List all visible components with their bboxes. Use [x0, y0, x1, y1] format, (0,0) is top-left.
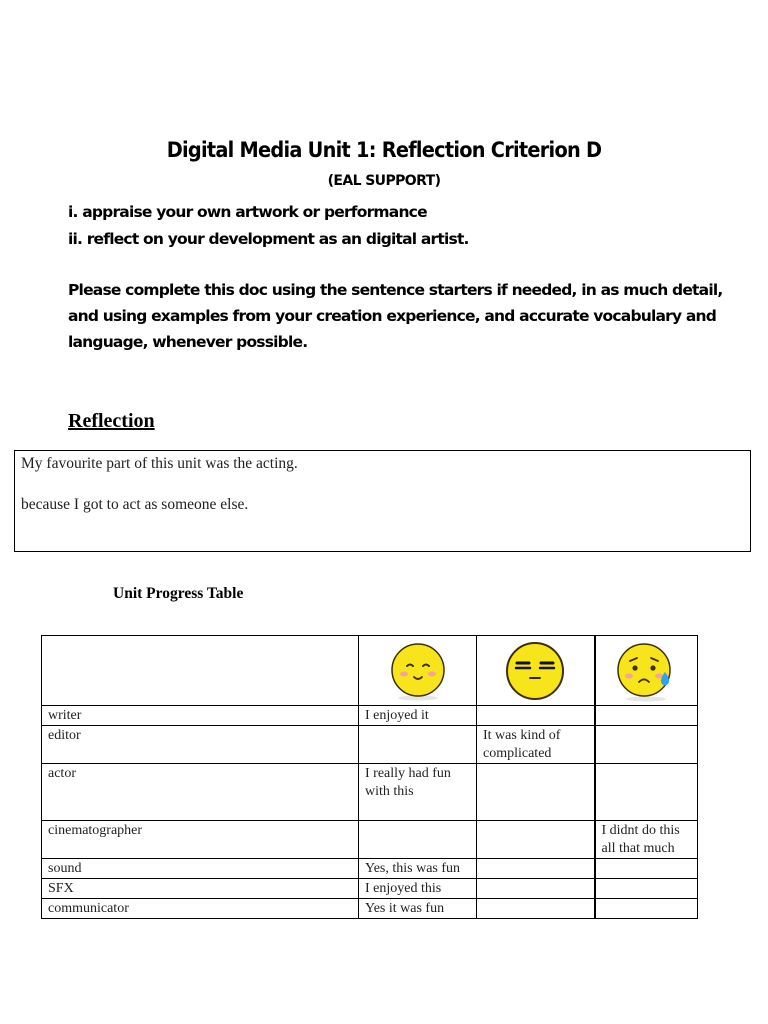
role-cell[interactable]: actor [42, 764, 359, 821]
role-cell[interactable]: sound [42, 859, 359, 879]
sad-cell[interactable] [595, 764, 698, 821]
neutral-cell[interactable] [477, 706, 595, 726]
table-header-row [42, 636, 698, 706]
sad-face-icon [614, 639, 678, 703]
neutral-face-icon [503, 639, 567, 703]
neutral-cell[interactable] [477, 821, 595, 859]
happy-cell[interactable] [359, 726, 477, 764]
unit-progress-table [41, 635, 698, 919]
neutral-cell[interactable] [477, 899, 595, 919]
reflection-line: because I got to act as someone else. [21, 496, 249, 513]
happy-cell[interactable]: I really had fun with this [359, 764, 477, 821]
role-cell[interactable]: editor [42, 726, 359, 764]
sad-cell[interactable] [595, 859, 698, 879]
sad-cell[interactable] [595, 879, 698, 899]
document-title: Digital Media Unit 1: Reflection Criterion D [166, 138, 602, 162]
neutral-cell[interactable] [477, 879, 595, 899]
role-cell[interactable]: SFX [42, 879, 359, 899]
neutral-cell[interactable]: It was kind of complicated [477, 726, 595, 764]
criterion-item: ii. reflect on your development as an digital artist. [68, 230, 469, 248]
document-subtitle: (EAL SUPPORT) [327, 173, 441, 189]
neutral-cell[interactable] [477, 764, 595, 821]
happy-cell[interactable]: I enjoyed it [359, 706, 477, 726]
happy-cell[interactable]: Yes, this was fun [359, 859, 477, 879]
criteria-list [68, 199, 469, 253]
role-cell[interactable]: cinematographer [42, 821, 359, 859]
header-happy-cell [359, 636, 477, 706]
sad-cell[interactable]: I didnt do this all that much [595, 821, 698, 859]
table-row [42, 726, 698, 764]
table-row [42, 764, 698, 821]
criterion-item: i. appraise your own artwork or performance [68, 203, 427, 221]
table-caption: Unit Progress Table [113, 585, 244, 602]
reflection-heading: Reflection [68, 410, 155, 432]
sad-cell[interactable] [595, 706, 698, 726]
reflection-text-box[interactable] [14, 450, 751, 552]
smiling-face-icon [386, 639, 450, 703]
happy-cell[interactable]: Yes it was fun [359, 899, 477, 919]
happy-cell[interactable] [359, 821, 477, 859]
happy-cell[interactable]: I enjoyed this [359, 879, 477, 899]
table-row [42, 821, 698, 859]
header-sad-cell [595, 636, 698, 706]
role-cell[interactable]: communicator [42, 899, 359, 919]
table-row [42, 706, 698, 726]
table-row [42, 859, 698, 879]
table-row [42, 899, 698, 919]
instructions-text: Please complete this doc using the sentence starters if needed, in as much detail, and using examples from your creation experience, and accurate vocabulary and language, whenever possible. [68, 281, 723, 351]
role-cell[interactable]: writer [42, 706, 359, 726]
header-neutral-cell [477, 636, 595, 706]
sad-cell[interactable] [595, 726, 698, 764]
sad-cell[interactable] [595, 899, 698, 919]
table-row [42, 879, 698, 899]
reflection-line: My favourite part of this unit was the acting. [21, 455, 298, 472]
header-empty-cell [42, 636, 359, 706]
neutral-cell[interactable] [477, 859, 595, 879]
